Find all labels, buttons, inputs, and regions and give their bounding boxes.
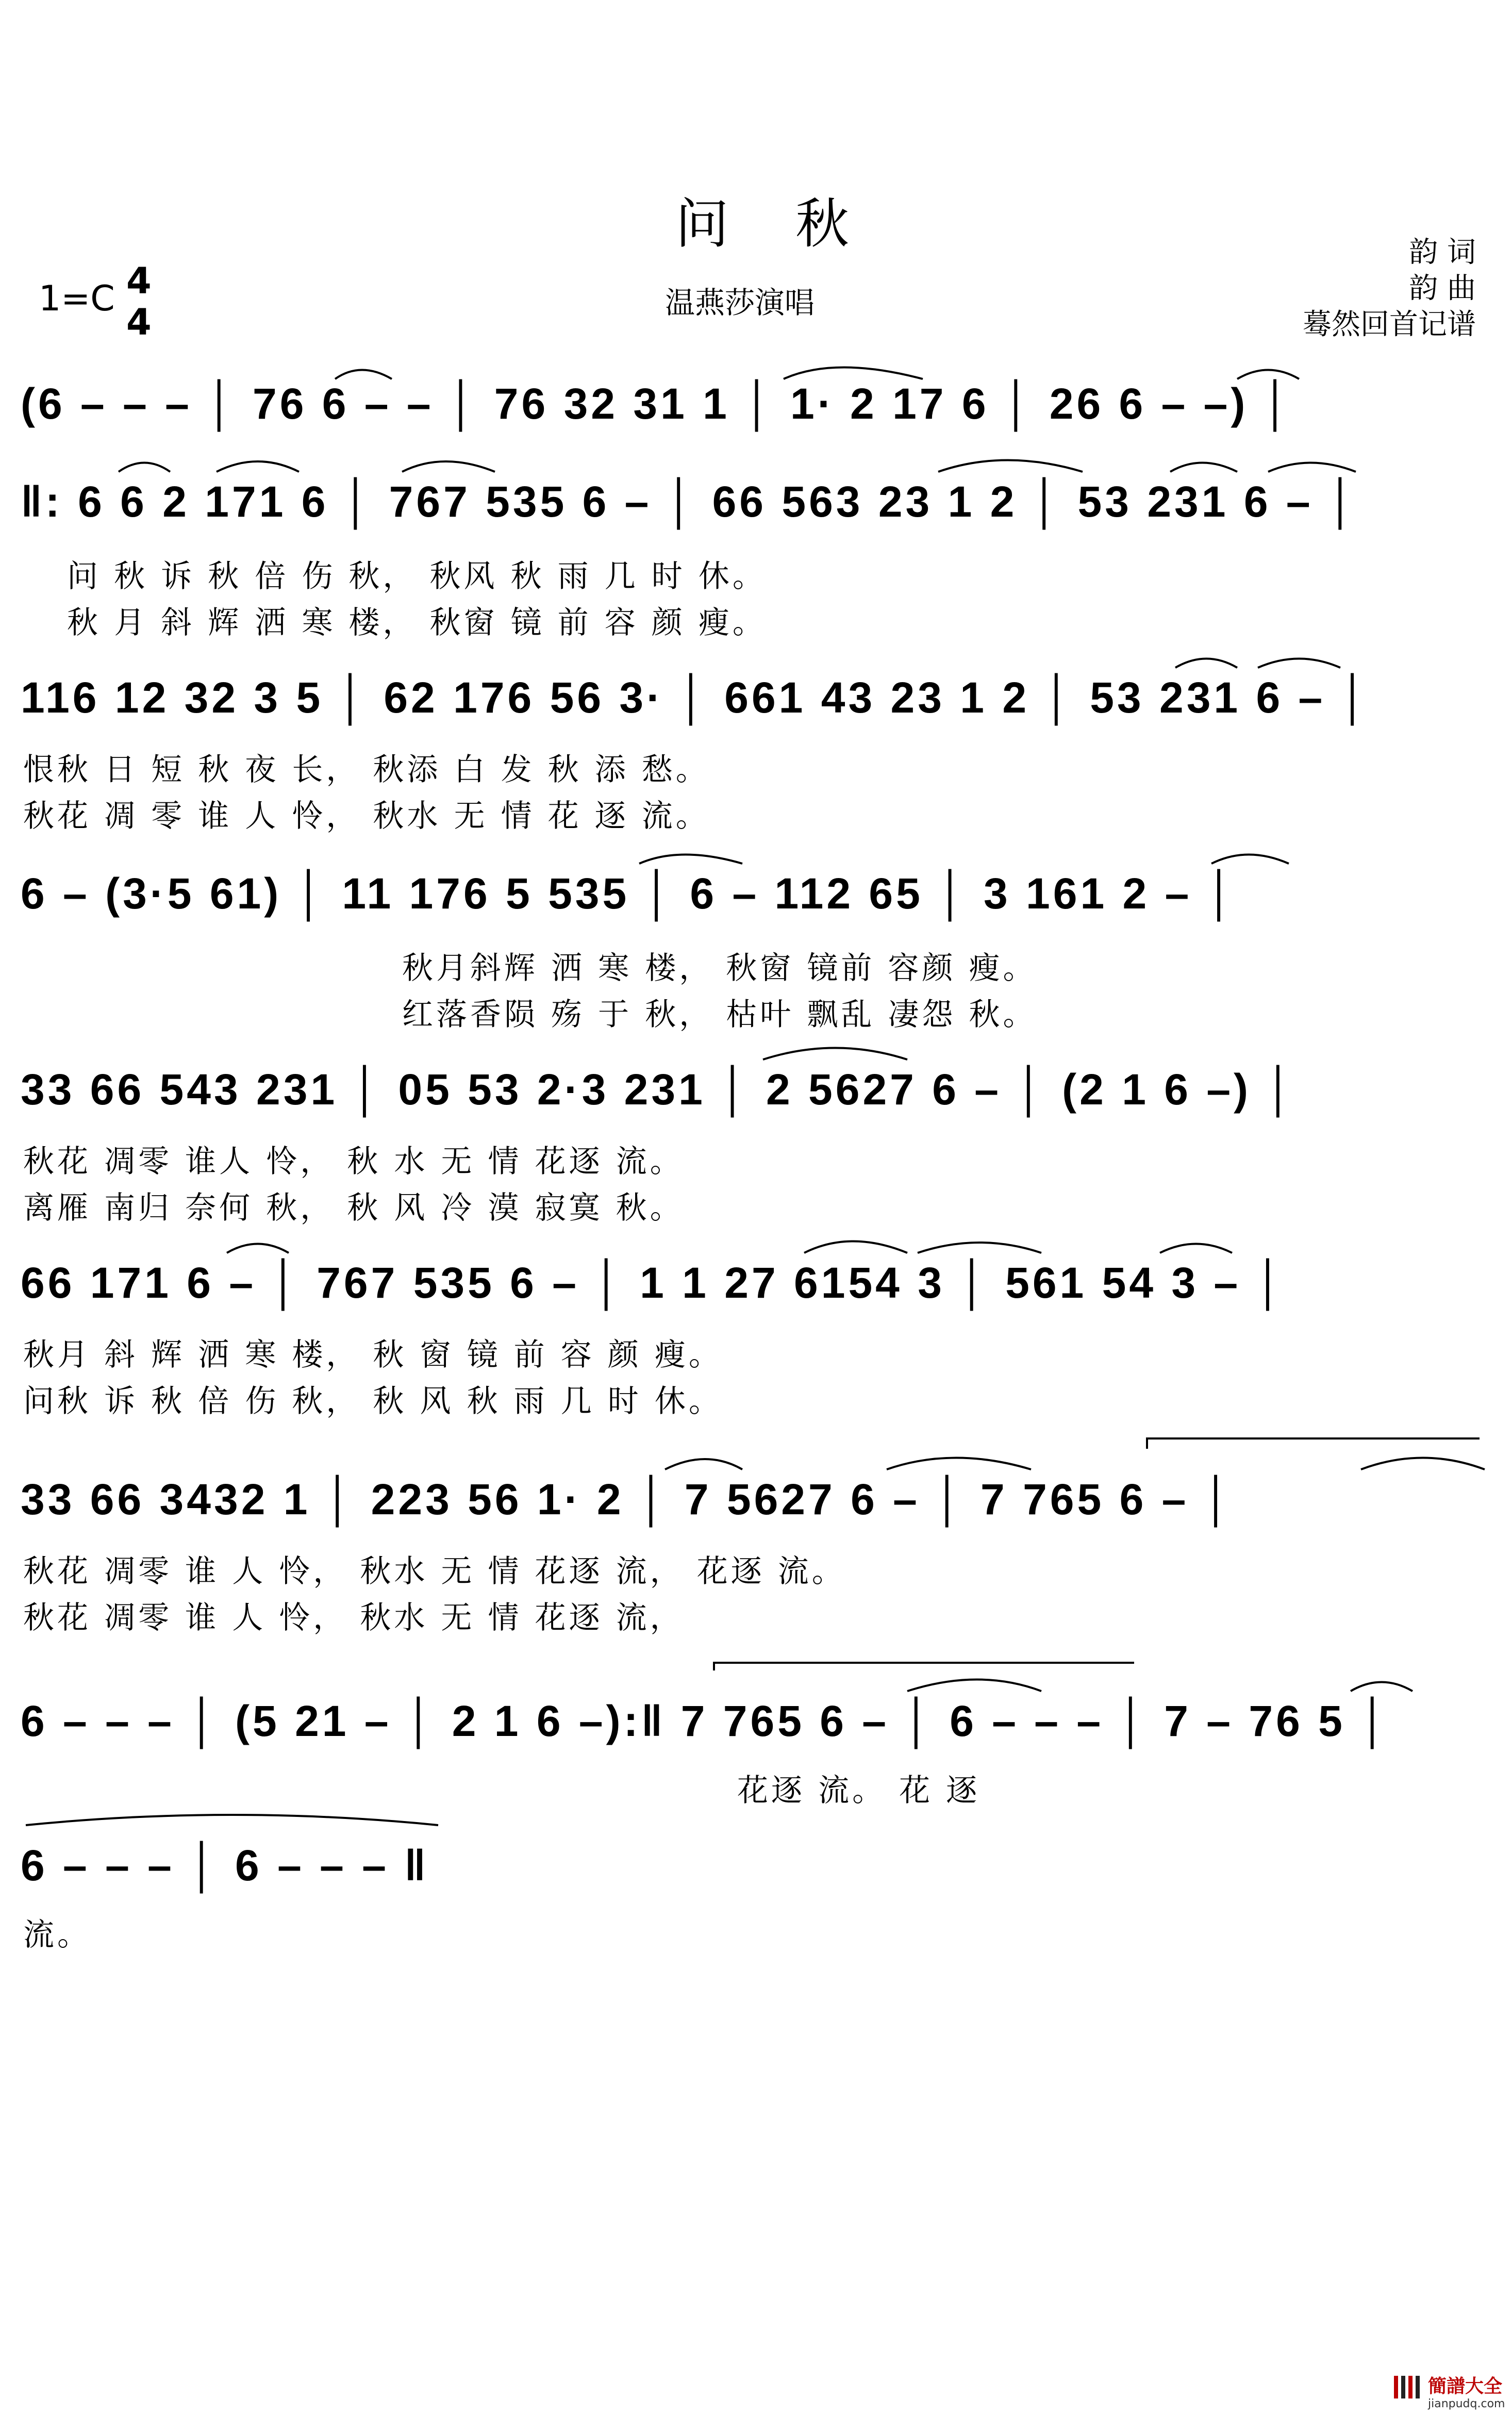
score-system-7: 33 66 3432 1 │ 223 56 1· 2 │ 7 5627 6 – │ 7 765 6 – │ — [21, 1475, 1235, 1524]
slur — [907, 1680, 1041, 1692]
slur — [402, 461, 495, 472]
watermark-brand: 簡譜大全 — [1428, 2376, 1503, 2397]
watermark-logo-icon — [1392, 2372, 1423, 2403]
singer-credit: 温燕莎演唱 — [665, 285, 815, 320]
slur — [887, 1458, 1031, 1470]
slur — [1351, 1682, 1413, 1692]
slur — [1160, 1244, 1232, 1253]
slur — [227, 1244, 289, 1253]
slur — [1258, 659, 1340, 668]
volta-bracket-2 — [714, 1663, 1134, 1670]
slur — [26, 1815, 438, 1825]
lyric-line-3-2: 秋花 凋 零 谁 人 怜， 秋水 无 情 花 逐 流。 — [23, 798, 710, 834]
slur — [763, 1048, 907, 1060]
watermark-site: jianpudq.com — [1428, 2397, 1505, 2410]
time-signature-top: 4 — [126, 260, 152, 302]
lyric-line-3-1: 恨秋 日 短 秋 夜 长， 秋添 白 发 秋 添 愁。 — [23, 752, 710, 788]
score-system-9: 6 – – – │ 6 – – – ‖ — [21, 1841, 429, 1890]
slur — [335, 370, 392, 379]
score-system-2: ‖: 6 6 2 171 6 │ 767 535 6 – │ 66 563 23 1 2 │ 53 231 6 – │ — [21, 477, 1359, 526]
song-title: 问 秋 — [675, 192, 874, 255]
lyric-line-7-2: 秋花 凋零 谁 人 怜， 秋水 无 情 花逐 流， — [23, 1600, 684, 1636]
score-system-1: (6 – – – │ 76 6 – – │ 76 32 31 1 │ 1· 2 17 6 │ 26 6 – –) │ — [21, 379, 1294, 428]
score-system-4: 6 – (3·5 61) │ 11 176 5 535 │ 6 – 112 65 │ 3 161 2 – │ — [21, 869, 1238, 918]
score-system-3: 116 12 32 3 5 │ 62 176 56 3· │ 661 43 23 1 2 │ 53 231 6 – │ — [21, 673, 1371, 722]
lyric-line-4-1: 秋月斜辉 洒 寒 楼， 秋窗 镜前 容颜 瘦。 — [402, 950, 1037, 986]
volta-bracket-1 — [1147, 1438, 1480, 1449]
slur — [119, 463, 170, 472]
lyric-line-5-1: 秋花 凋零 谁人 怜， 秋 水 无 情 花逐 流。 — [23, 1144, 684, 1180]
slur — [938, 460, 1083, 472]
slur — [1175, 659, 1237, 668]
score-system-6: 66 171 6 – │ 767 535 6 – │ 1 1 27 6154 3 │ 561 54 3 – │ — [21, 1259, 1286, 1307]
lyric-line-6-1: 秋月 斜 辉 洒 寒 楼， 秋 窗 镜 前 容 颜 瘦。 — [23, 1337, 723, 1373]
lyric-line-5-2: 离雁 南归 奈何 秋， 秋 风 冷 漠 寂寞 秋。 — [23, 1190, 684, 1226]
score-system-5: 33 66 543 231 │ 05 53 2·3 231 │ 2 5627 6 – │ (2 1 6 –) │ — [21, 1065, 1297, 1114]
slur — [804, 1242, 907, 1253]
lyric-line-6-2: 问秋 诉 秋 倍 伤 秋， 秋 风 秋 雨 几 时 休。 — [23, 1383, 723, 1419]
lyric-line-4-2: 红落香陨 殇 于 秋， 枯叶 飘乱 凄怨 秋。 — [402, 997, 1037, 1033]
lyric-line-2-1: 问 秋 诉 秋 倍 伤 秋， 秋风 秋 雨 几 时 休。 — [67, 558, 767, 594]
lyric-line-9-1: 流。 — [23, 1917, 91, 1953]
slur — [217, 461, 299, 472]
slur — [784, 368, 923, 379]
slur — [1237, 370, 1299, 379]
lyricist-credit: 韵 词 — [1409, 236, 1476, 269]
slur — [1361, 1458, 1485, 1470]
key-signature: 1=C — [39, 278, 115, 319]
slur — [1268, 463, 1356, 472]
transcriber-credit: 蓦然回首记谱 — [1303, 308, 1476, 341]
slur — [665, 1459, 742, 1469]
lyric-line-7-1: 秋花 凋零 谁 人 怜， 秋水 无 情 花逐 流， 花逐 流。 — [23, 1553, 846, 1590]
slur — [1170, 463, 1237, 472]
lyric-line-8-1: 花逐 流。 花 逐 — [737, 1773, 981, 1809]
lyric-line-2-2: 秋 月 斜 辉 洒 寒 楼， 秋窗 镜 前 容 颜 瘦。 — [67, 605, 767, 641]
slur — [639, 855, 742, 864]
time-signature-bottom: 4 — [126, 301, 152, 343]
composer-credit: 韵 曲 — [1409, 272, 1476, 305]
score-system-8: 6 – – – │ (5 21 – │ 2 1 6 –):‖ 7 765 6 – │ 6 – – – │ 7 – 76 5 │ — [21, 1697, 1391, 1745]
slur — [1211, 855, 1289, 864]
slur — [918, 1243, 1041, 1253]
